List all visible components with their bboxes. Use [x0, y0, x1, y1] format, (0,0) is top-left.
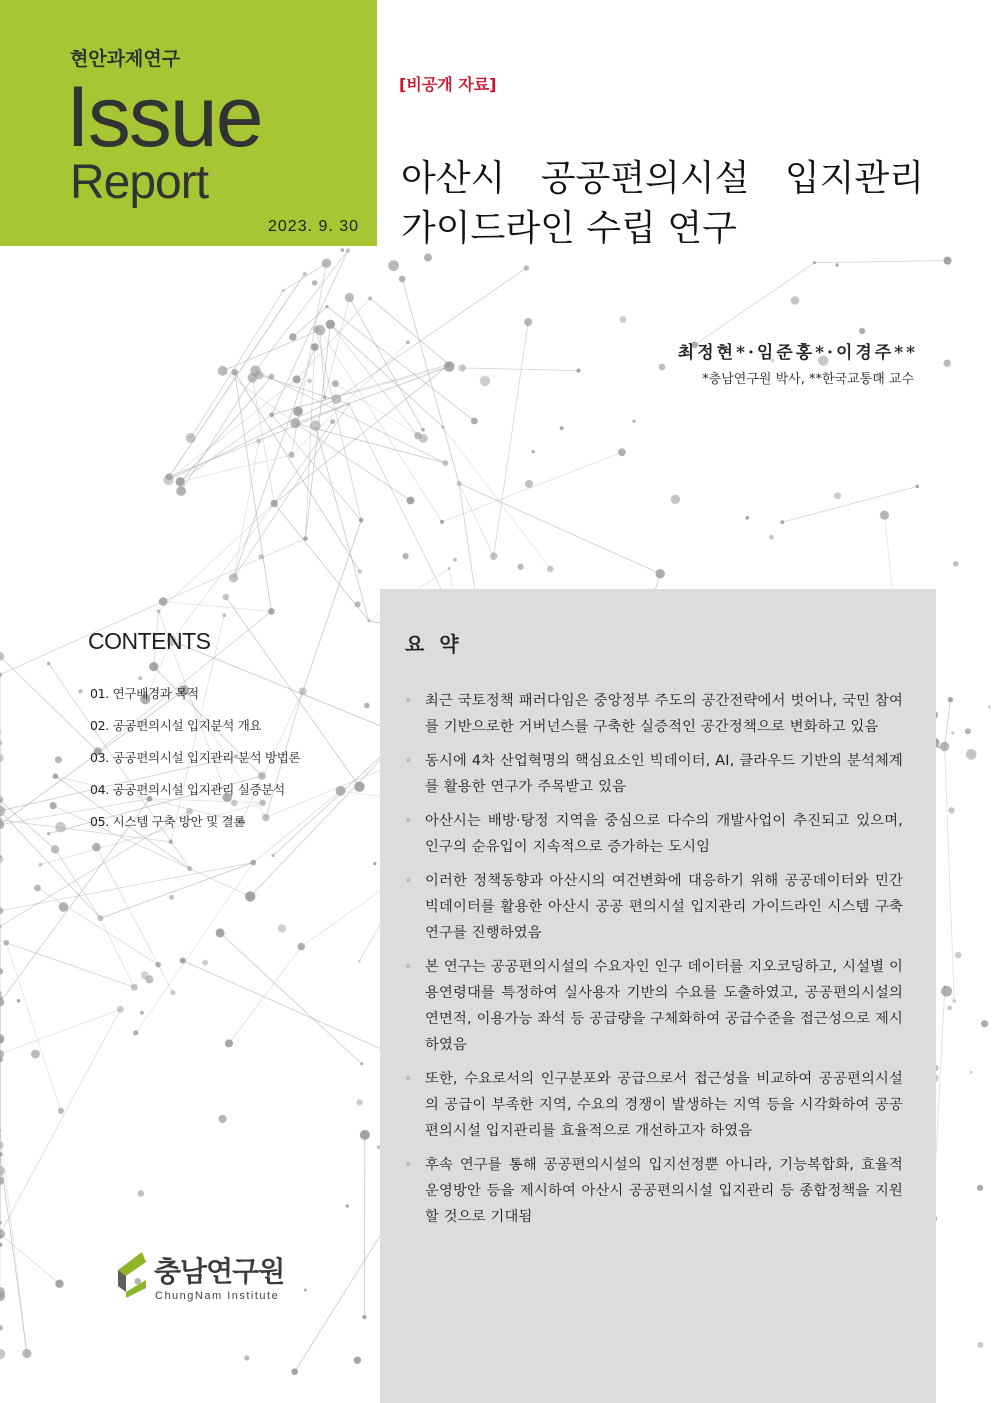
network-link — [945, 700, 951, 747]
bullet-icon: ◦ — [405, 960, 412, 973]
network-node — [340, 248, 344, 252]
network-link — [782, 486, 917, 522]
network-link — [6, 943, 134, 987]
network-node — [313, 325, 320, 332]
bullet-icon: ◦ — [405, 694, 412, 707]
summary-item — [405, 868, 903, 946]
network-node — [618, 448, 626, 456]
network-node — [39, 863, 43, 867]
network-node — [780, 520, 784, 524]
network-link — [168, 379, 296, 479]
network-node — [952, 999, 956, 1003]
logo-name-korean: 충남연구원 — [154, 1255, 285, 1288]
network-node — [0, 740, 3, 745]
network-node — [524, 318, 532, 326]
summary-item-text: 또한, 수요로서의 인구분포와 공급으로서 접근성을 비교하여 공공편의시설의 공급이 부족한 지역, 수요의 경쟁이 발생하는 지역 등을 시각화하여 공공편의시설 입지관리를 효율적으로 개선하고자 하였음 — [425, 1071, 903, 1139]
summary-list — [405, 688, 903, 1238]
summary-item-text: 이러한 정책동향과 아산시의 여건변화에 대응하기 위해 공공데이터와 민간 빅데이터를 활용한 아산시 공공 편의시설 입지관리 가이드라인 시스템 구축 연구를 진행하였음 — [425, 873, 903, 941]
network-link — [0, 656, 98, 751]
network-node — [0, 1325, 3, 1331]
network-node — [490, 552, 498, 560]
network-node — [0, 1242, 2, 1247]
network-node — [457, 481, 462, 486]
network-node — [373, 862, 376, 865]
network-node — [414, 432, 421, 439]
network-node — [176, 477, 185, 486]
network-link — [0, 1130, 27, 1353]
network-link — [0, 1155, 27, 1354]
network-node — [453, 558, 457, 562]
network-node — [245, 891, 255, 901]
network-node — [187, 866, 192, 871]
bullet-icon: ◦ — [405, 874, 412, 887]
network-node — [0, 1152, 3, 1157]
network-node — [51, 845, 59, 853]
network-node — [293, 375, 301, 383]
network-node — [312, 280, 318, 286]
summary-item-text: 본 연구는 공공편의시설의 수요자인 인구 데이터를 지오코딩하고, 시설별 이용연령대를 특정하여 실사용자 기반의 수요를 도출하였고, 공공편의시설의 연면적, 이용가능 좌석 등 공급량을 구체화하여 공급수준을 접근성으로 제시하였음 — [425, 959, 903, 1053]
network-node — [271, 500, 278, 507]
network-link — [163, 602, 271, 612]
network-link — [6, 943, 61, 1111]
network-node — [59, 902, 69, 912]
network-link — [305, 347, 314, 539]
network-node — [407, 497, 415, 505]
network-node — [547, 566, 554, 573]
summary-item — [405, 748, 903, 800]
network-node — [157, 609, 161, 613]
network-node — [0, 1129, 1, 1132]
network-node — [532, 450, 535, 453]
network-node — [311, 343, 319, 351]
network-node — [323, 396, 327, 400]
network-node — [953, 561, 959, 567]
network-node — [78, 689, 82, 693]
network-node — [218, 366, 228, 376]
network-node — [977, 1185, 983, 1191]
network-node — [31, 1050, 40, 1059]
network-node — [834, 492, 841, 499]
network-node — [55, 756, 62, 763]
network-node — [769, 535, 774, 540]
network-node — [325, 305, 328, 308]
summary-item-text: 아산시는 배방·탕정 지역을 중심으로 다수의 개발사업이 추진되고 있으며, 인구의 순유입이 지속적으로 증가하는 도시임 — [425, 813, 903, 855]
network-link — [180, 455, 291, 482]
bullet-icon: ◦ — [405, 814, 412, 827]
bullet-icon: ◦ — [405, 754, 412, 767]
network-node — [440, 520, 444, 524]
network-node — [49, 802, 56, 809]
network-node — [443, 460, 449, 466]
network-link — [274, 422, 332, 504]
summary-item-text: 동시에 4차 산업혁명의 핵심요소인 빅데이터, AI, 클라우드 기반의 분석체계를 활용한 연구가 주목받고 있음 — [425, 753, 903, 795]
network-node — [348, 403, 351, 406]
network-node — [133, 1030, 138, 1035]
network-node — [364, 703, 370, 709]
network-node — [948, 697, 953, 702]
network-link — [235, 372, 272, 611]
network-node — [55, 1280, 63, 1288]
document-title — [401, 154, 924, 254]
network-node — [948, 807, 954, 813]
network-node — [0, 1142, 4, 1149]
network-node — [620, 316, 627, 323]
network-node — [0, 1221, 2, 1225]
summary-item-text: 최근 국토정책 패러다임은 중앙정부 주도의 공간전략에서 벗어나, 국민 참여를 기반으로한 거버넌스를 구축한 실증적인 공간정책으로 변화하고 있음 — [425, 693, 903, 735]
network-node — [223, 594, 230, 601]
network-node — [141, 971, 149, 979]
network-node — [336, 786, 346, 796]
network-node — [458, 364, 466, 372]
network-node — [941, 986, 952, 997]
network-node — [47, 662, 51, 666]
network-node — [218, 1115, 226, 1123]
network-link — [443, 427, 550, 569]
network-link — [884, 515, 892, 595]
network-node — [0, 907, 3, 914]
network-node — [163, 475, 173, 485]
toc-item: 04. 공공편의시설 입지관리 실증분석 — [90, 782, 285, 797]
network-node — [250, 366, 260, 376]
summary-item-text: 후속 연구를 통해 공공편의시설의 입지선정뿐 아니라, 기능복합화, 효율적 운영방안 등을 제시하여 아산시 공공편의시설 입지관리 등 종합정책을 지원할 것으로 기대됨 — [425, 1157, 903, 1225]
summary-item — [405, 1152, 903, 1230]
author-affiliation: *충남연구원 박사, **한국교통대 교수 — [702, 372, 914, 387]
title-line-2: 가이드라인 수립 연구 — [401, 208, 737, 249]
network-node — [231, 369, 238, 376]
network-node — [367, 620, 370, 623]
network-node — [222, 613, 226, 617]
network-link — [462, 368, 578, 371]
network-node — [358, 569, 363, 574]
network-node — [131, 984, 138, 991]
network-node — [58, 1108, 64, 1114]
network-node — [406, 340, 410, 344]
network-node — [355, 601, 361, 607]
network-node — [216, 928, 225, 937]
network-node — [399, 276, 406, 283]
toc-item: 03. 공공편의시설 입지관리 분석 방법론 — [90, 750, 301, 765]
network-node — [229, 573, 238, 582]
network-node — [307, 378, 312, 383]
network-node — [970, 1071, 973, 1074]
network-node — [303, 536, 308, 541]
network-node — [332, 380, 339, 387]
network-link — [297, 298, 370, 379]
network-node — [362, 1315, 366, 1319]
network-node — [176, 486, 186, 496]
network-node — [346, 248, 350, 252]
network-node — [938, 746, 941, 749]
network-node — [34, 885, 41, 892]
network-node — [289, 333, 296, 340]
network-node — [180, 958, 186, 964]
network-node — [22, 1349, 31, 1358]
toc-item: 05. 시스템 구축 방안 및 결론 — [90, 814, 246, 829]
network-link — [295, 367, 449, 424]
network-node — [0, 754, 4, 762]
network-node — [0, 1166, 5, 1176]
network-node — [859, 328, 865, 334]
network-node — [149, 662, 158, 671]
network-node — [332, 394, 342, 404]
network-node — [291, 1368, 298, 1375]
network-node — [524, 265, 529, 270]
network-node — [269, 374, 275, 380]
network-link — [336, 268, 526, 399]
network-node — [947, 1006, 951, 1010]
network-node — [250, 860, 256, 866]
network-node — [655, 569, 664, 578]
bullet-icon: ◦ — [405, 1158, 412, 1171]
network-node — [835, 263, 839, 267]
network-link — [0, 1009, 120, 1234]
network-node — [269, 412, 274, 417]
network-node — [303, 272, 307, 276]
network-node — [943, 360, 950, 367]
network-node — [298, 943, 306, 951]
network-node — [140, 1011, 144, 1015]
toc-item: 01. 연구배경과 목적 — [90, 686, 199, 701]
network-node — [282, 289, 284, 291]
network-link — [442, 452, 622, 522]
network-link — [274, 503, 369, 620]
summary-item — [405, 1066, 903, 1144]
network-node — [978, 1342, 984, 1348]
network-node — [53, 773, 59, 779]
network-link — [169, 274, 305, 477]
network-node — [940, 742, 949, 751]
network-node — [55, 822, 66, 833]
network-link — [159, 503, 275, 611]
network-link — [100, 863, 253, 919]
network-node — [671, 495, 680, 504]
network-node — [525, 480, 533, 488]
network-node — [633, 420, 636, 423]
network-node — [271, 854, 274, 857]
network-node — [981, 1020, 988, 1027]
network-node — [346, 1204, 349, 1207]
network-link — [255, 371, 445, 463]
network-node — [259, 554, 264, 559]
network-link — [303, 520, 361, 691]
network-node — [943, 257, 951, 265]
network-node — [0, 991, 2, 994]
network-node — [0, 1349, 5, 1359]
network-node — [225, 1039, 233, 1047]
network-node — [0, 672, 2, 676]
network-node — [447, 362, 451, 366]
title-line-1: 아산시 공공편의시설 입지관리 — [401, 158, 924, 199]
network-node — [0, 806, 5, 817]
network-node — [159, 597, 168, 606]
network-node — [354, 782, 364, 792]
issue-date: 2023. 9. 30 — [268, 218, 360, 235]
network-node — [360, 1130, 370, 1140]
network-node — [791, 296, 800, 305]
network-node — [288, 452, 294, 458]
network-node — [0, 1057, 3, 1063]
network-node — [421, 428, 424, 431]
network-link — [370, 298, 449, 364]
summary-item — [405, 808, 903, 860]
network-link — [0, 811, 100, 918]
network-node — [155, 962, 161, 968]
network-node — [117, 1006, 124, 1013]
network-node — [576, 369, 580, 373]
network-node — [471, 418, 478, 425]
network-link — [814, 261, 947, 263]
network-node — [268, 608, 275, 615]
network-link — [0, 1234, 59, 1284]
network-link — [229, 947, 301, 1044]
network-node — [943, 986, 946, 989]
network-node — [293, 406, 303, 416]
network-node — [138, 676, 142, 680]
network-node — [244, 1355, 249, 1360]
network-node — [326, 320, 335, 329]
network-link — [402, 279, 459, 483]
network-link — [96, 847, 173, 993]
network-node — [169, 895, 174, 900]
logo-mark-icon — [112, 1252, 148, 1298]
network-node — [47, 832, 50, 835]
series-label: 현안과제연구 — [70, 48, 181, 70]
institute-logo — [112, 1248, 312, 1308]
summary-item — [405, 688, 903, 740]
logo-name-english: ChungNam Institute — [155, 1290, 280, 1302]
network-link — [945, 746, 955, 1001]
bullet-icon: ◦ — [405, 1072, 412, 1085]
author-names: 최정현*·임준홍*·이경주** — [677, 343, 918, 363]
network-link — [163, 539, 305, 602]
network-link — [494, 322, 529, 556]
network-link — [220, 933, 362, 1064]
network-node — [0, 730, 1, 733]
network-node — [186, 433, 196, 443]
network-link — [234, 441, 259, 578]
network-node — [480, 376, 490, 386]
network-node — [442, 426, 445, 429]
network-node — [256, 438, 261, 443]
network-node — [310, 420, 321, 431]
network-node — [813, 261, 816, 264]
table-of-contents — [90, 686, 300, 846]
network-node — [955, 952, 962, 959]
network-node — [560, 426, 564, 430]
network-node — [388, 260, 399, 271]
network-link — [0, 1009, 120, 1054]
network-link — [349, 404, 447, 600]
network-link — [349, 297, 423, 429]
network-node — [278, 924, 286, 932]
network-node — [424, 254, 432, 262]
network-link — [330, 324, 443, 427]
confidential-label: [비공개 자료] — [399, 75, 497, 94]
contents-heading: CONTENTS — [88, 628, 211, 654]
network-node — [659, 364, 666, 371]
network-node — [988, 706, 991, 709]
network-node — [916, 485, 920, 489]
toc-item: 02. 공공편의시설 입지분석 개요 — [90, 718, 262, 733]
summary-heading: 요 약 — [405, 632, 463, 656]
network-node — [358, 960, 361, 963]
network-node — [966, 749, 977, 760]
network-node — [354, 1357, 361, 1364]
network-node — [403, 553, 409, 559]
network-node — [322, 259, 331, 268]
network-node — [3, 940, 9, 946]
network-link — [0, 801, 55, 850]
network-link — [320, 330, 325, 397]
network-node — [368, 296, 372, 300]
network-node — [0, 968, 3, 974]
network-link — [252, 378, 274, 504]
network-node — [745, 516, 749, 520]
network-node — [360, 1062, 363, 1065]
network-node — [965, 728, 971, 734]
network-node — [880, 510, 889, 519]
network-node — [97, 915, 103, 921]
network-node — [345, 293, 354, 302]
network-link — [330, 324, 418, 435]
brand-issue: Issue — [66, 69, 262, 165]
network-node — [518, 564, 524, 570]
network-node — [170, 990, 175, 995]
network-node — [17, 999, 21, 1003]
network-node — [359, 518, 364, 523]
network-node — [202, 960, 208, 966]
network-link — [459, 483, 660, 573]
network-node — [356, 1099, 362, 1105]
network-node — [951, 732, 954, 735]
summary-item — [405, 954, 903, 1058]
network-node — [448, 567, 451, 570]
network-link — [234, 347, 315, 578]
brand-report: Report — [70, 156, 209, 209]
network-node — [330, 419, 335, 424]
network-node — [290, 418, 300, 428]
network-node — [138, 1190, 145, 1197]
